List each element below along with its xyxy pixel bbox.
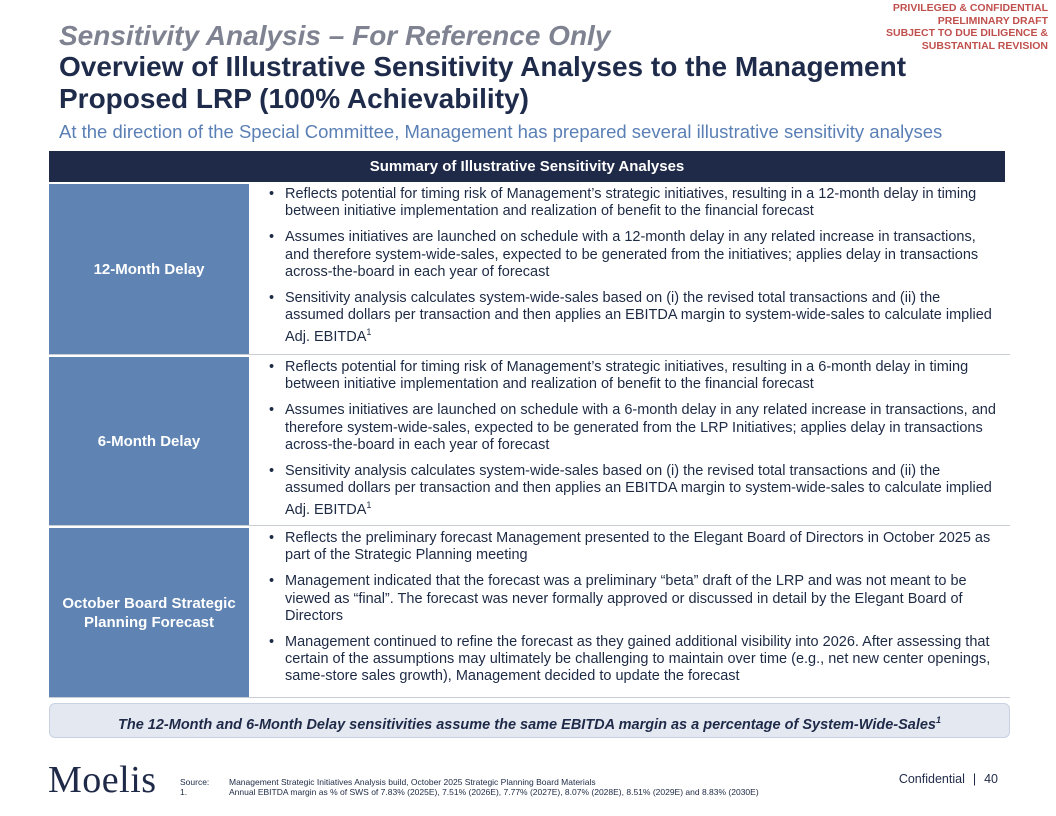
row-label: October Board Strategic Planning Forecast xyxy=(49,528,249,697)
footnote-key: 1. xyxy=(180,787,188,797)
bullet-item: • Reflects potential for timing risk of Management’s strategic initiatives, resulting in a 6-month delay in timing between initiative implementation and realization of benefit to the financial forecast xyxy=(269,359,969,393)
summary-table-heading: Summary of Illustrative Sensitivity Analyses xyxy=(49,151,1005,182)
source-text: Management Strategic Initiatives Analysis build, October 2025 Strategic Planning Board Materials xyxy=(229,777,596,787)
bullet-text: Management indicated that the forecast was a preliminary “beta” draft of the LRP and was not meant to be viewed as “final”. The forecast was never formally approved or discussed in detail by the Elegant Board of Directors xyxy=(285,573,967,624)
margin-callout xyxy=(49,703,1010,738)
confidential-label: Confidential xyxy=(898,772,965,786)
bullet-item: • Reflects the preliminary forecast Management presented to the Elegant Board of Directors in October 2025 as part of the Strategic Planning meeting xyxy=(269,530,991,564)
bullet-text: Sensitivity analysis calculates system-wide-sales based on (i) the revised total transactions and (ii) the assumed dollars per transaction and then applies an EBITDA margin to system-wide-sales to calculate implied Adj. EBITDA xyxy=(285,290,992,346)
bullet-item: • Management indicated that the forecast was a preliminary “beta” draft of the LRP and was not meant to be viewed as “final”. The forecast was never formally approved or discussed in detail by the Elegant Board of Directors xyxy=(269,573,967,624)
page-subtitle: At the direction of the Special Committee, Management has prepared several illustrative sensitivity analyses xyxy=(59,121,943,142)
footnote-ref: 1 xyxy=(366,327,372,338)
footnote-ref: 1 xyxy=(366,500,372,511)
page-number: 40 xyxy=(984,772,998,786)
bullet-text: Reflects potential for timing risk of Management’s strategic initiatives, resulting in a 12-month delay in timing between initiative implementation and realization of benefit to the financial forecast xyxy=(285,186,977,220)
bullet-item: • Management continued to refine the forecast as they gained additional visibility into 2026. After assessing that certain of the assumptions may ultimately be challenging to maintain over time (e.g., net new center openings, same-store sales growth), Management decided to update the forecast xyxy=(269,634,991,685)
separator: | xyxy=(972,772,977,786)
bullet-text: Reflects potential for timing risk of Management’s strategic initiatives, resulting in a 6-month delay in timing between initiative implementation and realization of benefit to the financial forecast xyxy=(285,359,969,393)
page-info xyxy=(899,772,998,786)
bullet-text: Sensitivity analysis calculates system-wide-sales based on (i) the revised total transactions and (ii) the assumed dollars per transaction and then applies an EBITDA margin to system-wide-sales to calculate implied Adj. EBITDA xyxy=(285,463,992,519)
bullet-list xyxy=(267,182,1002,346)
section-kicker: Sensitivity Analysis – For Reference Only xyxy=(59,20,611,51)
bullet-text: Assumes initiatives are launched on schedule with a 6-month delay in any related increase in transactions, and therefore system-wide-sales, expected to be generated from the LRP Initiatives; applies delay in transactions across-the-board in each year of forecast xyxy=(285,402,996,453)
bullet-item: • Assumes initiatives are launched on schedule with a 12-month delay in any related increase in transactions, and therefore system-wide-sales, expected to be generated from the initiatives; applies delay in transactions across-the-board in each year of forecast xyxy=(269,229,979,280)
bullet-item: • Sensitivity analysis calculates system-wide-sales based on (i) the revised total transactions and (ii) the assumed dollars per transaction and then applies an EBITDA margin to system-wide-sales to calculate implied Adj. EBITDA$^1$ xyxy=(269,290,992,346)
callout-text: The 12-Month and 6-Month Delay sensitivities assume the same EBITDA margin as a percentage of System-Wide-Sales xyxy=(117,716,936,733)
source-note xyxy=(180,777,759,787)
bullet-list xyxy=(267,355,1002,519)
footnote-text: Annual EBITDA margin as % of SWS of 7.83% (2025E), 7.51% (2026E), 7.77% (2027E), 8.07% (2028E), 8.51% (2029E) and 8.83% (2030E) xyxy=(229,787,759,797)
bullet-text: Reflects the preliminary forecast Management presented to the Elegant Board of Directors in October 2025 as part of the Strategic Planning meeting xyxy=(285,530,991,564)
bullet-item: • Reflects potential for timing risk of Management’s strategic initiatives, resulting in a 12-month delay in timing between initiative implementation and realization of benefit to the financial forecast xyxy=(269,186,977,220)
footnote-1 xyxy=(180,787,759,797)
footnote-ref: 1 xyxy=(936,715,942,725)
sensitivity-row-october-forecast xyxy=(49,526,1010,698)
footnotes xyxy=(180,777,759,797)
page-title: Overview of Illustrative Sensitivity Analyses to the Management Proposed LRP (100% Achievability) xyxy=(59,51,907,114)
sensitivity-row-12-month xyxy=(49,182,1010,355)
confidentiality-line: SUBJECT TO DUE DILIGENCE & xyxy=(886,27,1048,39)
row-label: 12-Month Delay xyxy=(49,184,249,354)
sensitivity-row-6-month xyxy=(49,355,1010,526)
confidentiality-line: SUBSTANTIAL REVISION xyxy=(921,39,1048,52)
company-logo: Moelis xyxy=(48,759,157,801)
bullet-text: Assumes initiatives are launched on schedule with a 12-month delay in any related increase in transactions, and therefore system-wide-sales, expected to be generated from the initiatives; applies delay in transactions across-the-board in each year of forecast xyxy=(285,229,979,280)
bullet-item: • Assumes initiatives are launched on schedule with a 6-month delay in any related increase in transactions, and therefore system-wide-sales, expected to be generated from the LRP Initiatives; applies delay in transactions across-the-board in each year of forecast xyxy=(269,402,996,453)
source-key: Source: xyxy=(180,777,210,787)
confidentiality-stamp xyxy=(886,2,1048,52)
bullet-text: Management continued to refine the forecast as they gained additional visibility into 2026. After assessing that certain of the assumptions may ultimately be challenging to maintain over time (e.g., net new center openings, same-store sales growth), Management decided to update the forecast xyxy=(285,634,991,685)
row-label: 6-Month Delay xyxy=(49,357,249,525)
confidentiality-line: PRIVILEGED & CONFIDENTIAL xyxy=(892,2,1048,14)
confidentiality-line: PRELIMINARY DRAFT xyxy=(937,14,1048,27)
bullet-item: • Sensitivity analysis calculates system-wide-sales based on (i) the revised total transactions and (ii) the assumed dollars per transaction and then applies an EBITDA margin to system-wide-sales to calculate implied Adj. EBITDA$^1$ xyxy=(269,463,992,519)
bullet-list xyxy=(267,526,1002,686)
